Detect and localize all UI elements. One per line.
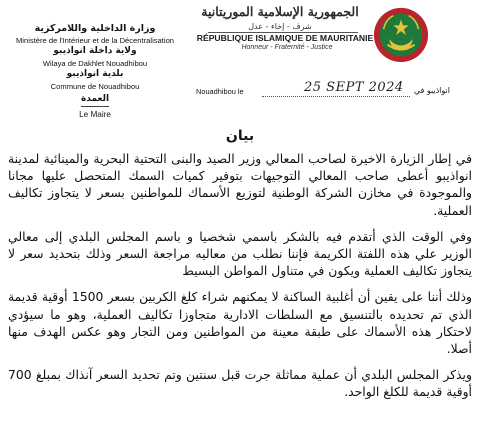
document-title: بيان	[225, 128, 255, 144]
mayor-arabic	[4, 94, 186, 107]
motto-arabic: شرف - إخاء - عدل	[248, 22, 312, 31]
motto-french: Honneur - Fraternité - Justice	[241, 44, 333, 51]
ministry-arabic: وزارة الداخلية واللامركزية	[34, 23, 156, 34]
wilaya-french: Wilaya de Dakhlet Nouadhibou	[42, 58, 148, 68]
document-body	[8, 150, 472, 410]
date-dotted-line	[262, 96, 410, 97]
commune-french: Commune de Nouadhibou	[50, 81, 140, 91]
body-paragraph: وذلك أننا على يقين أن أغلبية الساكنة لا يمكنهم شراء كلغ الكربين بسعر 1500 أوقية قديمة الذي تم تحديده بالتنسيق مع السلطات الادارية متجاوزا تكاليف العملية، وهو ما سيؤدي لاحتكار هذه الأسماك على طبقة معينة من المواطنين ومن التجار وهو عكس الهدف منها أصلا.	[8, 289, 472, 357]
commune-arabic: بلدية انواذيبو	[66, 69, 124, 79]
body-paragraph: وفي الوقت الذي أتقدم فيه بالشكر باسمي شخصيا و باسم المجلس البلدي إلى معالي الوزير علي هذه اللفتة الكريمة فإننا نطلب من معاليه مراجعة السعر وذلك بتحديد سعر لا يتجاوز تكاليف العملية ويكون في متناول المواطن البسيط	[8, 228, 472, 279]
mayor-arabic-text: العمدة	[81, 94, 109, 107]
issuer-block	[4, 23, 186, 120]
ministry-french: Ministère de l'Intérieur et de la Décentralisation	[15, 35, 175, 45]
republic-name-arabic: الجمهورية الإسلامية الموريتانية	[201, 4, 359, 19]
body-paragraph: ويذكر المجلس البلدي أن عملية مماثلة جرت قبل سنتين وتم تحديد السعر آنذاك بمبلغ 700 أوقية قديمة للكلغ الواحد.	[8, 367, 472, 400]
date-stamp: 25 SEPT 2024	[304, 80, 404, 95]
dateline	[196, 82, 450, 98]
republic-name-french: RÉPUBLIQUE ISLAMIQUE DE MAURITANIE	[196, 33, 374, 43]
place-label-arabic: انواذيبو في	[413, 86, 450, 95]
place-label-french: Nouadhibou le	[196, 87, 244, 96]
body-paragraph: في إطار الزيارة الاخيرة لصاحب المعالي وزير الصيد والبنى التحتية البحرية والمينائية لمدينة انواذيبو أعطى صاحب المعالي التوجيهات بتوفير كميات السمك المتحصل عليها مجانا والموجودة في مخازن الشركة الوطنية لتوزيع الأسماك للمواطنين بسعر لا يتجاوز تكاليف العملية.	[8, 151, 472, 218]
wilaya-arabic: ولاية داخلة انواذيبو	[53, 46, 137, 56]
national-seal-emblem	[372, 6, 430, 64]
mayor-french: Le Maire	[79, 109, 111, 119]
